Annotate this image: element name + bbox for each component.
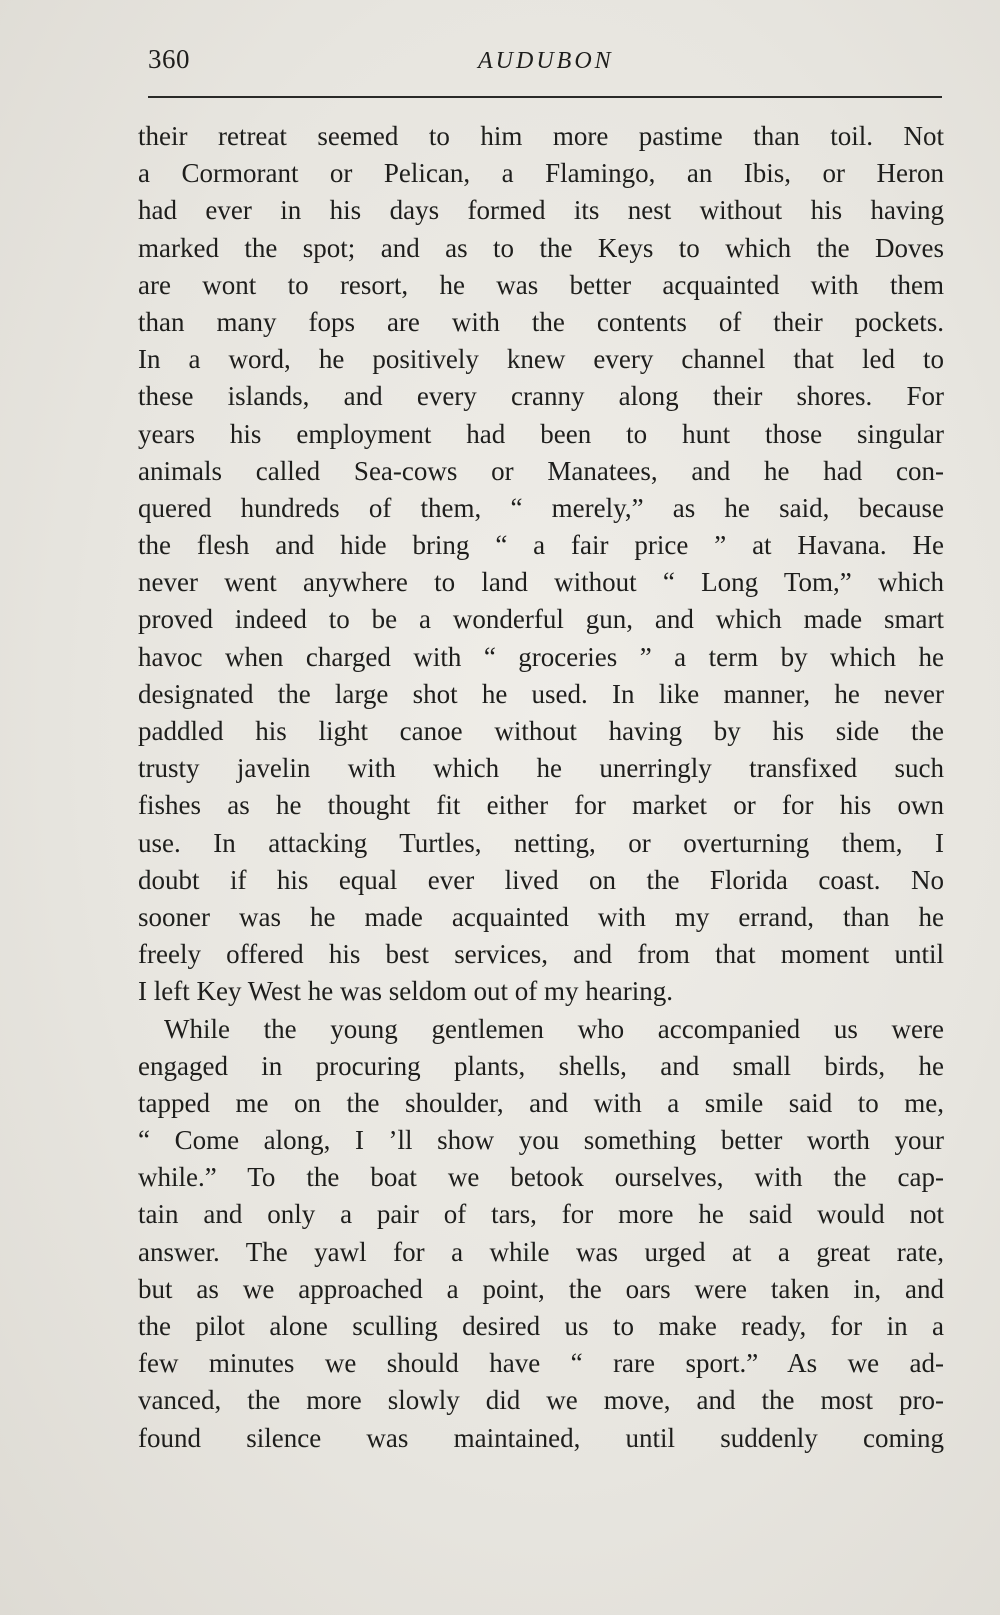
text-line: doubt if his equal ever lived on the Florida coast. No <box>138 864 944 895</box>
text-line: sooner was he made acquainted with my errand, than he <box>138 901 944 932</box>
text-line: are wont to resort, he was better acquainted with them <box>138 269 944 300</box>
text-line: proved indeed to be a wonderful gun, and which made smart <box>138 604 944 635</box>
text-line: paddled his light canoe without having by his side the <box>138 716 944 746</box>
text-line: In a word, he positively knew every channel that led to <box>138 344 944 375</box>
text-line: vanced, the more slowly did we move, and the most pro- <box>138 1385 944 1416</box>
running-head: AUDUBON <box>478 48 614 74</box>
text-line: use. In attacking Turtles, netting, or overturning them, I <box>138 827 944 858</box>
text-line: marked the spot; and as to the Keys to which the Doves <box>138 232 944 263</box>
text-line: than many fops are with the contents of their pockets. <box>138 306 944 337</box>
text-line: the pilot alone sculling desired us to make ready, for in a <box>138 1311 944 1341</box>
text-line: fishes as he thought fit either for market or for his own <box>138 790 944 821</box>
text-line: found silence was maintained, until suddenly coming <box>138 1422 944 1453</box>
text-line: answer. The yawl for a while was urged at a great rate, <box>138 1236 944 1267</box>
text-line: while.” To the boat we betook ourselves, with the cap- <box>138 1162 944 1193</box>
text-line: trusty javelin with which he unerringly transfixed such <box>138 753 944 784</box>
text-line: tain and only a pair of tars, for more he said would not <box>138 1199 944 1230</box>
paragraph-last-line: I left Key West he was seldom out of my hearing. <box>138 976 673 1007</box>
text-line: never went anywhere to land without “ Long Tom,” which <box>138 567 944 598</box>
text-line: a Cormorant or Pelican, a Flamingo, an Ibis, or Heron <box>138 158 944 189</box>
text-line: havoc when charged with “ groceries ” a term by which he <box>138 641 944 672</box>
paragraph-first-line: While the young gentlemen who accompanied us were <box>164 1013 944 1044</box>
text-line: quered hundreds of them, “ merely,” as he said, because <box>138 492 944 523</box>
text-line: had ever in his days formed its nest without his having <box>138 195 944 226</box>
page-number: 360 <box>148 44 190 74</box>
text-line: freely offered his best services, and from that moment until <box>138 939 944 970</box>
text-line: few minutes we should have “ rare sport.” As we ad- <box>138 1348 944 1379</box>
text-line: the flesh and hide bring “ a fair price ” at Havana. He <box>138 530 944 561</box>
text-line: engaged in procuring plants, shells, and small birds, he <box>138 1050 944 1081</box>
text-line: but as we approached a point, the oars were taken in, and <box>138 1273 944 1304</box>
page-header <box>148 44 942 80</box>
header-rule <box>148 96 942 98</box>
text-line: tapped me on the shoulder, and with a smile said to me, <box>138 1087 944 1118</box>
body-text <box>138 118 944 1457</box>
text-line: animals called Sea-cows or Manatees, and he had con- <box>138 455 944 486</box>
text-line: designated the large shot he used. In like manner, he never <box>138 678 944 709</box>
text-line: their retreat seemed to him more pastime than toil. Not <box>138 121 944 151</box>
text-line: “ Come along, I ’ll show you something better worth your <box>138 1125 944 1156</box>
text-line: years his employment had been to hunt those singular <box>138 418 944 449</box>
text-line: these islands, and every cranny along their shores. For <box>138 381 944 412</box>
